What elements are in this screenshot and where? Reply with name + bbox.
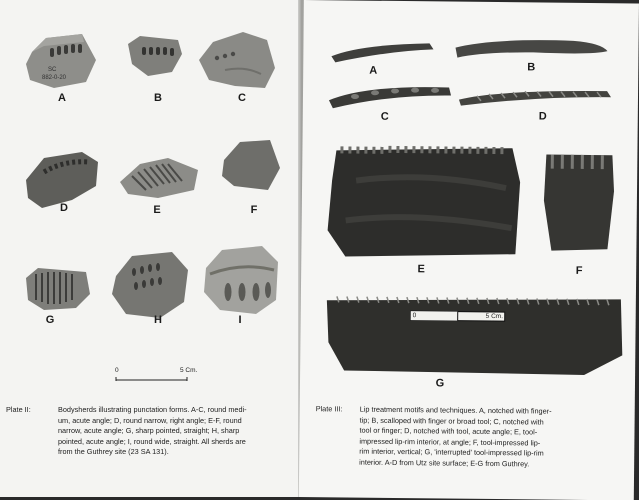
- rim-label-f: F: [569, 265, 589, 277]
- plate-iii-caption-line: impressed lip-rim interior, at angle; F, tool-impressed lip-: [359, 436, 551, 449]
- figure-label-h: H: [148, 314, 168, 326]
- rim-c-image: [327, 80, 453, 111]
- rim-a-image: [329, 38, 435, 65]
- plate-ii-caption-line: from the Guthrey site (23 SA 131).: [58, 447, 247, 458]
- rim-label-a: A: [363, 65, 383, 77]
- plate-ii-caption-body: [58, 405, 247, 458]
- sherd-c-image: [195, 30, 277, 90]
- rim-label-c: C: [375, 111, 395, 123]
- plate-iii-caption-line: tool or finger; D, notched with tool, acute angle; E, tool-: [359, 426, 551, 439]
- figure-label-a: A: [52, 92, 72, 104]
- sherd-e-image: [118, 156, 202, 202]
- plate-ii-caption-heading: Plate II:: [6, 405, 31, 416]
- plate-iii-caption-line: interior. A-D from Utz site surface; E-G from Guthrey.: [359, 457, 551, 470]
- plate-iii-page: [299, 0, 639, 500]
- sherd-stamp-line-1: SC: [48, 67, 57, 73]
- sherd-b-image: [126, 34, 184, 78]
- sherd-i-image: [202, 244, 282, 316]
- plate-ii-caption-line: um, acute angle; D, round narrow, right angle; E-F, round: [58, 416, 247, 427]
- rim-label-g: G: [430, 377, 450, 389]
- plate-ii-scale-unit: 5 Cm.: [180, 367, 197, 374]
- sherd-d-image: [24, 150, 102, 210]
- plate-iii-caption-line: Lip treatment motifs and techniques. A, notched with finger-: [360, 405, 552, 418]
- plate-iii-caption-line: rim interior, vertical; G, 'interrupted' tool-impressed lip-rim: [359, 447, 551, 460]
- figure-label-g: G: [40, 314, 60, 326]
- sherd-stamp-line-2: 882-0-20: [42, 75, 67, 81]
- rim-f-image: [541, 151, 616, 254]
- figure-label-f: F: [244, 204, 264, 216]
- figure-label-b: B: [148, 92, 168, 104]
- rim-d-image: [457, 86, 613, 110]
- figure-label-c: C: [232, 92, 252, 104]
- plate-ii-page: [0, 0, 300, 497]
- plate-iii-caption-body: [359, 405, 552, 470]
- rim-g-image: [324, 292, 625, 377]
- figure-label-e: E: [147, 204, 167, 216]
- plate-iii-caption: [316, 404, 632, 407]
- figure-label-d: D: [54, 202, 74, 214]
- plate-ii-scale-zero: 0: [115, 367, 119, 374]
- sherd-f-image: [220, 138, 282, 192]
- plate-ii-caption-line: pointed, acute angle; I, round wide, straight. All sherds are: [58, 437, 247, 448]
- rim-e-image: [325, 140, 522, 260]
- plate-iii-caption-line: tip; B, scalloped with finger or broad tool; C, notched with: [360, 415, 552, 428]
- rim-label-d: D: [533, 110, 553, 122]
- figure-label-i: I: [230, 314, 250, 326]
- plate-iii-scale-unit: 5 Cm.: [486, 313, 503, 320]
- plate-iii-scale-zero: 0: [413, 312, 417, 319]
- plate-ii-caption-line: narrow, acute angle; G, sharp pointed, straight; H, sharp: [58, 426, 247, 437]
- rim-b-image: [453, 36, 609, 64]
- plate-ii-scale-bar: [115, 374, 191, 384]
- sherd-h-image: [110, 250, 190, 320]
- sherd-g-image: [24, 264, 92, 312]
- plate-iii-caption-heading: Plate III:: [316, 404, 343, 415]
- rim-label-e: E: [411, 263, 431, 275]
- sherd-a-image: [24, 30, 100, 92]
- rim-label-b: B: [521, 61, 541, 73]
- plate-ii-caption-line: Bodysherds illustrating punctation forms. A-C, round medi-: [58, 405, 247, 416]
